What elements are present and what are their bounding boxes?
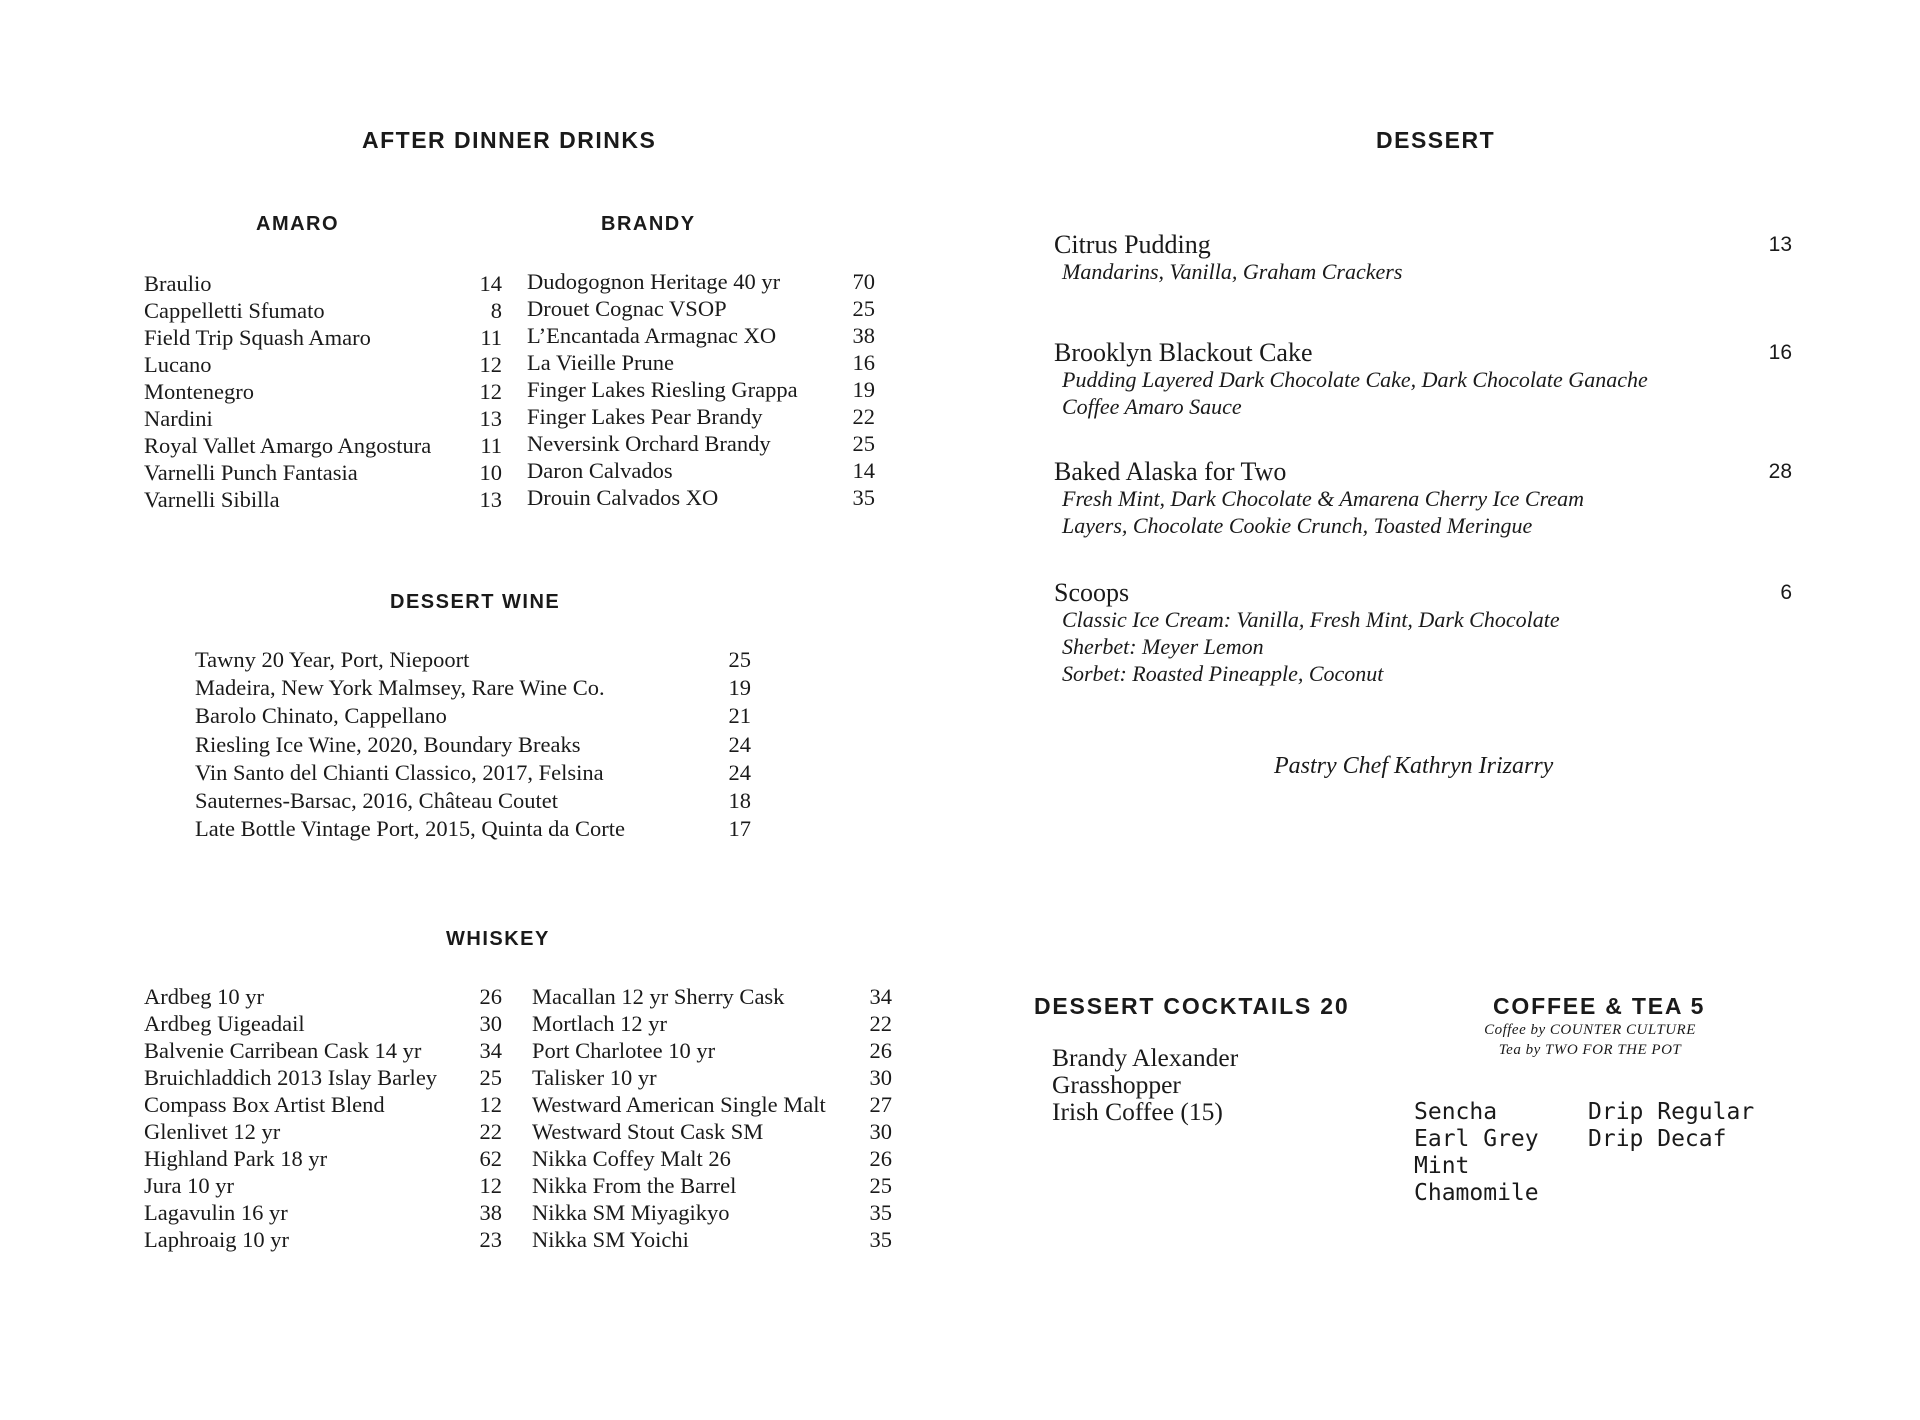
item-name: Cappelletti Sfumato — [144, 298, 325, 323]
after-dinner-drinks-title: AFTER DINNER DRINKS — [362, 127, 657, 153]
item-price: 19 — [728, 675, 751, 701]
list-item: Brandy Alexander — [1052, 1043, 1239, 1072]
dessert-name: Citrus Pudding — [1054, 230, 1211, 259]
menu-item — [195, 702, 751, 730]
dessert-wine-heading: DESSERT WINE — [390, 591, 561, 613]
item-name: Late Bottle Vintage Port, 2015, Quinta da Corte — [195, 816, 626, 842]
item-price: 8 — [490, 298, 502, 323]
menu-item — [144, 983, 502, 1010]
menu-item — [144, 297, 502, 324]
description-line: Mandarins, Vanilla, Graham Crackers — [1062, 259, 1403, 284]
item-price: 35 — [869, 1227, 892, 1252]
menu-item — [527, 430, 875, 457]
coffee-list — [1588, 1099, 1754, 1153]
menu-item — [144, 351, 502, 378]
item-name: La Vieille Prune — [527, 350, 674, 375]
item-price: 18 — [728, 788, 751, 814]
menu-item — [144, 1118, 502, 1145]
menu-item — [144, 1199, 502, 1226]
item-name: Daron Calvados — [527, 458, 673, 483]
item-name: Mortlach 12 yr — [532, 1011, 667, 1036]
item-price: 14 — [852, 458, 875, 483]
menu-item — [532, 1118, 892, 1145]
item-name: Compass Box Artist Blend — [144, 1092, 385, 1117]
item-name: Finger Lakes Pear Brandy — [527, 404, 763, 429]
item-name: Drouin Calvados XO — [527, 485, 719, 510]
item-name: Talisker 10 yr — [532, 1065, 657, 1090]
menu-item — [195, 731, 751, 759]
dessert-cocktails-list — [1052, 1044, 1238, 1125]
item-name: Riesling Ice Wine, 2020, Boundary Breaks — [195, 731, 581, 757]
dessert-price: 28 — [1768, 460, 1792, 483]
item-price: 21 — [728, 703, 751, 729]
menu-item — [144, 1064, 502, 1091]
item-price: 13 — [479, 406, 502, 431]
menu-item — [144, 1226, 502, 1253]
item-price: 35 — [869, 1200, 892, 1225]
menu-item — [195, 646, 751, 674]
item-name: Finger Lakes Riesling Grappa — [527, 377, 798, 402]
item-name: Royal Vallet Amargo Angostura — [144, 433, 432, 458]
menu-item — [532, 983, 892, 1010]
item-price: 35 — [852, 485, 875, 510]
item-price: 22 — [869, 1011, 892, 1036]
item-price: 22 — [479, 1119, 502, 1144]
item-price: 38 — [479, 1200, 502, 1225]
item-name: Neversink Orchard Brandy — [527, 431, 771, 456]
coffee-source: Coffee by COUNTER CULTURE — [1484, 1022, 1696, 1038]
list-item: Drip Regular — [1588, 1099, 1755, 1125]
description-line: Fresh Mint, Dark Chocolate & Amarena Cherry Ice Cream — [1062, 486, 1585, 511]
amaro-heading: AMARO — [256, 213, 340, 235]
menu-item — [527, 349, 875, 376]
dessert-name: Brooklyn Blackout Cake — [1054, 338, 1313, 367]
item-name: Ardbeg 10 yr — [144, 984, 264, 1009]
item-name: Nardini — [144, 406, 213, 431]
menu-item — [527, 484, 875, 511]
tea-list — [1414, 1099, 1539, 1207]
item-name: Westward Stout Cask SM — [532, 1119, 764, 1144]
item-name: Laphroaig 10 yr — [144, 1227, 289, 1252]
item-price: 30 — [869, 1119, 892, 1144]
menu-item — [527, 268, 875, 295]
list-item: Drip Decaf — [1588, 1126, 1727, 1152]
menu-item — [144, 378, 502, 405]
item-price: 12 — [479, 1092, 502, 1117]
item-price: 24 — [728, 759, 751, 785]
menu-item — [144, 270, 502, 297]
item-name: Westward American Single Malt — [532, 1092, 826, 1117]
menu-item — [144, 432, 502, 459]
list-item: Grasshopper — [1052, 1070, 1181, 1099]
menu-item — [144, 405, 502, 432]
list-item: Chamomile — [1414, 1180, 1539, 1206]
dessert-description — [1062, 258, 1402, 285]
description-line: Layers, Chocolate Cookie Crunch, Toasted Meringue — [1062, 513, 1533, 538]
list-item: Earl Grey — [1414, 1126, 1539, 1152]
item-name: Vin Santo del Chianti Classico, 2017, Felsina — [195, 759, 604, 785]
item-name: Drouet Cognac VSOP — [527, 296, 727, 321]
item-name: Field Trip Squash Amaro — [144, 325, 371, 350]
item-price: 70 — [852, 269, 875, 294]
item-price: 22 — [852, 404, 875, 429]
menu-item — [532, 1091, 892, 1118]
dessert-price: 6 — [1780, 581, 1792, 604]
dessert-price: 13 — [1768, 233, 1792, 256]
dessert-name: Scoops — [1054, 578, 1130, 607]
menu-item — [144, 459, 502, 486]
item-name: Balvenie Carribean Cask 14 yr — [144, 1038, 422, 1063]
item-name: Glenlivet 12 yr — [144, 1119, 281, 1144]
item-name: Montenegro — [144, 379, 254, 404]
item-price: 62 — [479, 1146, 502, 1171]
list-item: Mint — [1414, 1153, 1470, 1179]
menu-item — [532, 1064, 892, 1091]
item-name: Sauternes-Barsac, 2016, Château Coutet — [195, 788, 559, 814]
item-price: 25 — [852, 296, 875, 321]
menu-item — [144, 1172, 502, 1199]
item-name: L’Encantada Armagnac XO — [527, 323, 777, 348]
item-name: Ardbeg Uigeadail — [144, 1011, 305, 1036]
item-price: 30 — [479, 1011, 502, 1036]
description-line: Sorbet: Roasted Pineapple, Coconut — [1062, 661, 1384, 686]
brandy-heading: BRANDY — [601, 213, 696, 235]
menu-item — [527, 457, 875, 484]
menu-item — [195, 759, 751, 787]
item-price: 26 — [479, 984, 502, 1009]
menu-item — [532, 1172, 892, 1199]
whiskey-heading: WHISKEY — [446, 928, 550, 950]
item-price: 14 — [479, 271, 502, 296]
item-price: 10 — [479, 460, 502, 485]
dessert-description — [1062, 485, 1584, 539]
item-name: Bruichladdich 2013 Islay Barley — [144, 1065, 438, 1090]
item-price: 25 — [728, 647, 751, 672]
item-price: 30 — [869, 1065, 892, 1090]
menu-item — [195, 787, 751, 815]
menu-item — [195, 815, 751, 843]
item-price: 19 — [852, 377, 875, 402]
item-name: Lucano — [144, 352, 212, 377]
brandy-list — [527, 268, 875, 511]
item-name: Nikka From the Barrel — [532, 1173, 737, 1198]
item-name: Highland Park 18 yr — [144, 1146, 328, 1171]
menu-item — [527, 376, 875, 403]
menu-item — [195, 674, 751, 702]
menu-item — [527, 322, 875, 349]
item-name: Nikka SM Yoichi — [532, 1227, 689, 1252]
menu-item — [144, 324, 502, 351]
menu-item — [532, 1199, 892, 1226]
menu-item — [144, 486, 502, 513]
list-item: Sencha — [1414, 1099, 1498, 1125]
menu-item — [532, 1226, 892, 1253]
menu-item — [532, 1145, 892, 1172]
item-price: 34 — [479, 1038, 502, 1063]
whiskey-list-col2 — [532, 983, 892, 1253]
item-name: Barolo Chinato, Cappellano — [195, 703, 447, 729]
item-name: Macallan 12 yr Sherry Cask — [532, 984, 785, 1009]
dessert-wine-list — [195, 646, 751, 843]
whiskey-list-col1 — [144, 983, 502, 1253]
item-name: Lagavulin 16 yr — [144, 1200, 288, 1225]
tea-source: Tea by TWO FOR THE POT — [1498, 1042, 1682, 1058]
description-line: Classic Ice Cream: Vanilla, Fresh Mint, Dark Chocolate — [1062, 607, 1560, 632]
coffee-tea-heading: COFFEE & TEA 5 — [1493, 993, 1706, 1019]
description-line: Pudding Layered Dark Chocolate Cake, Dark Chocolate Ganache — [1062, 367, 1648, 392]
pastry-chef-credit: Pastry Chef Kathryn Irizarry — [1274, 753, 1554, 779]
item-price: 12 — [479, 379, 502, 404]
item-price: 17 — [728, 816, 751, 842]
item-price: 13 — [479, 487, 502, 512]
item-price: 27 — [869, 1092, 892, 1117]
item-price: 16 — [852, 350, 875, 375]
menu-item — [532, 1010, 892, 1037]
item-price: 26 — [869, 1146, 892, 1171]
menu-item — [527, 403, 875, 430]
item-name: Braulio — [144, 271, 212, 296]
item-price: 11 — [480, 325, 502, 350]
item-name: Dudogognon Heritage 40 yr — [527, 269, 781, 294]
item-price: 26 — [869, 1038, 892, 1063]
item-price: 23 — [479, 1227, 502, 1252]
dessert-name: Baked Alaska for Two — [1054, 457, 1287, 486]
item-price: 25 — [852, 431, 875, 456]
item-name: Port Charlotee 10 yr — [532, 1038, 716, 1063]
menu-item — [144, 1037, 502, 1064]
amaro-list — [144, 270, 502, 513]
dessert-cocktails-heading: DESSERT COCKTAILS 20 — [1034, 993, 1350, 1019]
menu-item — [144, 1145, 502, 1172]
item-name: Nikka Coffey Malt 26 — [532, 1146, 731, 1171]
item-price: 25 — [479, 1065, 502, 1090]
item-name: Madeira, New York Malmsey, Rare Wine Co. — [195, 675, 605, 701]
description-line: Coffee Amaro Sauce — [1062, 394, 1242, 419]
item-name: Jura 10 yr — [144, 1173, 234, 1198]
item-name: Varnelli Punch Fantasia — [144, 460, 358, 485]
item-price: 11 — [480, 433, 502, 458]
menu-item — [144, 1091, 502, 1118]
item-price: 34 — [869, 984, 892, 1009]
item-price: 24 — [728, 731, 751, 757]
dessert-description — [1062, 606, 1560, 687]
dessert-price: 16 — [1768, 341, 1792, 364]
item-name: Tawny 20 Year, Port, Niepoort — [195, 647, 470, 672]
item-name: Varnelli Sibilla — [144, 487, 280, 512]
item-name: Nikka SM Miyagikyo — [532, 1200, 730, 1225]
item-price: 12 — [479, 1173, 502, 1198]
description-line: Sherbet: Meyer Lemon — [1062, 634, 1264, 659]
dessert-description — [1062, 366, 1648, 420]
list-item: Irish Coffee (15) — [1052, 1097, 1223, 1126]
menu-item — [527, 295, 875, 322]
dessert-title: DESSERT — [1376, 127, 1496, 153]
item-price: 38 — [852, 323, 875, 348]
item-price: 25 — [869, 1173, 892, 1198]
coffee-tea-sources — [1430, 1020, 1750, 1060]
menu-item — [532, 1037, 892, 1064]
item-price: 12 — [479, 352, 502, 377]
menu-item — [144, 1010, 502, 1037]
